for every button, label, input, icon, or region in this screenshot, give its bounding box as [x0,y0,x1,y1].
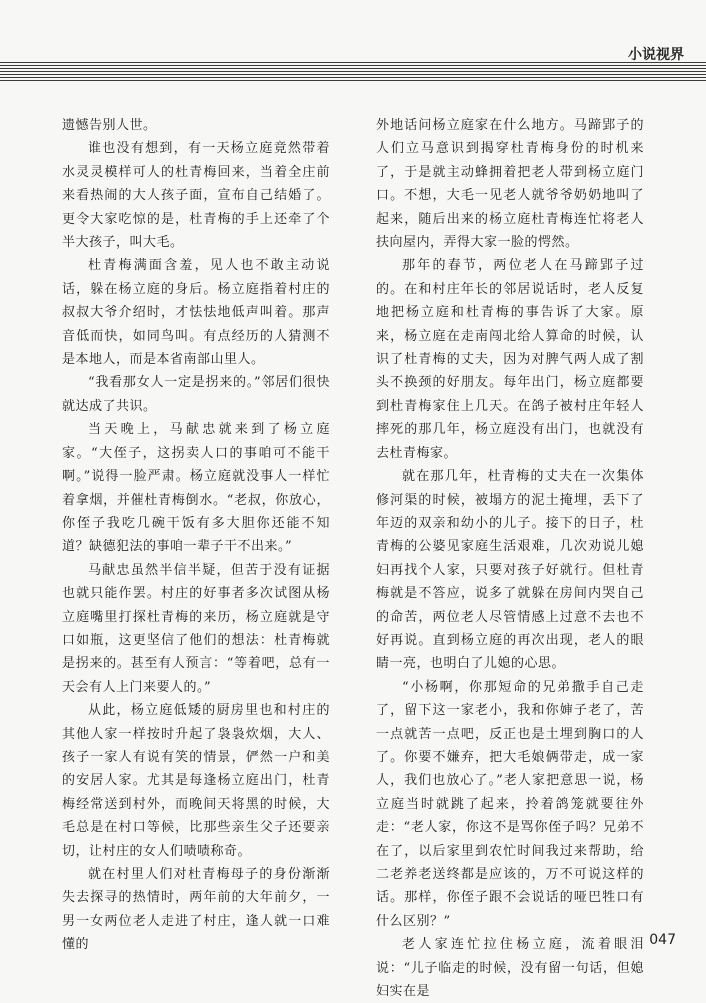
paragraph: 马献忠虽然半信半疑，但苦于没有证据也就只能作罢。村庄的好事者多次试图从杨立庭嘴里打探杜青梅的来历，杨立庭就是守口如瓶，这更坚信了他们的想法：杜青梅就是拐来的。甚至有人预言：“等着吧，总有一天会有人上门来要人的。” [62,562,330,695]
paragraph: 遗憾告别人世。 [62,118,157,133]
paragraph: “小杨啊，你那短命的兄弟撒手自己走了，留下这一家老小，我和你婶子老了，苦一点就苦一点吧，反正也是土埋到胸口的人了。你要不嫌弃，把大毛娘俩带走，成一家人，我们也放心了。”老人家把意思一说，杨立庭当时就跳了起来，拎着鸽笼就要往外走：“老人家，你这不是骂你侄子吗？兄弟不在了，以后家里到农忙时间我过来帮助，给二老养老送终都是应该的，万不可说这样的话。那样，你侄子跟不会说话的哑巴牲口有什么区别？” [376,679,644,929]
paragraph: 就在那几年，杜青梅的丈夫在一次集体修河渠的时候，被塌方的泥土掩埋，丢下了年迈的双亲和幼小的儿子。接下的日子，杜青梅的公婆见家庭生活艰难，几次劝说儿媳妇再找个人家，只要对孩子好就行。但杜青梅就是不答应，说多了就躲在房间内哭自己的命苦，两位老人尽管情感上过意不去也不好再说。直到杨立庭的再次出现，老人的眼睛一亮，也明白了儿媳的心思。 [376,469,644,672]
left-column [62,114,330,957]
page-number: 047 [649,932,676,948]
paragraph: 老人家连忙拉住杨立庭，流着眼泪说：“儿子临走的时候，没有留一句话，但媳妇实在是 [376,937,644,1000]
paragraph: 那年的春节，两位老人在马蹄郢子过的。在和村庄年长的邻居说话时，老人反复地把杨立庭和杜青梅的事告诉了大家。原来，杨立庭在走南闯北给人算命的时候，认识了杜青梅的丈夫，因为对脾气两人成了割头不换颈的好朋友。每年出门，杨立庭都要到杜青梅家住上几天。在鸽子被村庄年轻人摔死的那几年，杨立庭没有出门，也就没有去杜青梅家。 [376,258,644,461]
paragraph: 外地话问杨立庭家在什么地方。马蹄郢子的人们立马意识到揭穿杜青梅身份的时机来了，于是就主动蜂拥着把老人带到杨立庭门口。不想，大毛一见老人就爷爷奶奶地叫了起来，随后出来的杨立庭杜青梅连忙将老人扶向屋内，弄得大家一脸的愕然。 [376,118,644,251]
right-column [376,114,644,1003]
section-label: 小说视界 [628,47,684,63]
paragraph: 杜青梅满面含羞，见人也不敢主动说话，躲在杨立庭的身后。杨立庭指着村庄的叔叔大爷介绍时，才怯怯地低声叫着。那声音低而快，如同鸟叫。有点经历的人猜测不是本地人，而是本省南部山里人。 [62,258,330,368]
paragraph: “我看那女人一定是拐来的。”邻居们很快就达成了共识。 [62,375,330,414]
paragraph: 从此，杨立庭低矮的厨房里也和村庄的其他人家一样按时升起了袅袅炊烟，大人、孩子一家人有说有笑的情景，俨然一户和美的安居人家。尤其是每逢杨立庭出门，杜青梅经常送到村外，而晚间天将黑的时候，大毛总是在村口等候，比那些亲生父子还要亲切，让村庄的女人们啧啧称奇。 [62,703,330,859]
header-rules [0,62,706,84]
paragraph: 当天晚上，马献忠就来到了杨立庭家。“大侄子，这拐卖人口的事咱可不能干啊。”说得一脸严肃。杨立庭就没事人一样忙着拿烟，并催杜青梅倒水。“老叔，你放心，你侄子我吃几碗干饭有多大胆你还能不知道？缺德犯法的事咱一辈子干不出来。” [62,422,330,555]
paragraph: 就在村里人们对杜青梅母子的身份渐渐失去探寻的热情时，两年前的大年前夕，一男一女两位老人走进了村庄，逢人就一口难懂的 [62,867,330,953]
paragraph: 谁也没有想到，有一天杨立庭竟然带着水灵灵模样可人的杜青梅回来，当着全庄前来看热闹的大人孩子面，宣布自己结婚了。更令大家吃惊的是，杜青梅的手上还牵了个半大孩子，叫大毛。 [62,141,330,251]
